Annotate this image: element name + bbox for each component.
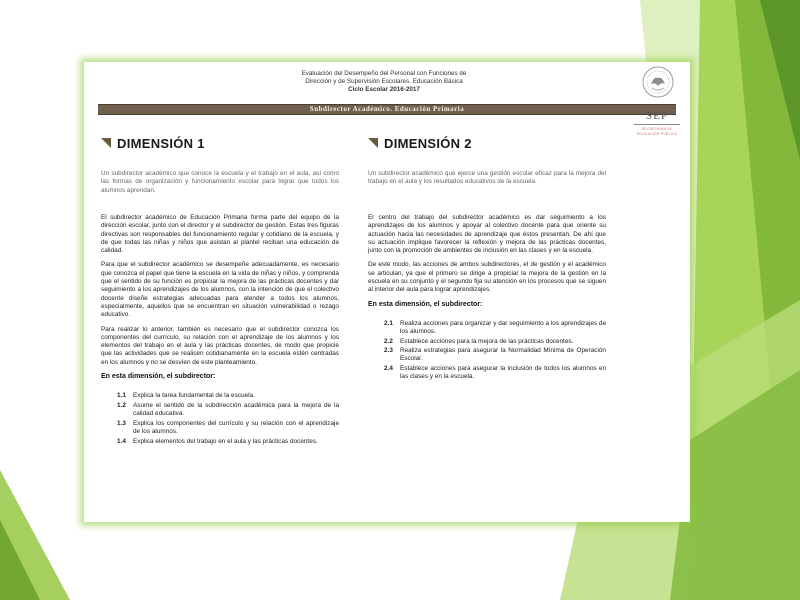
list-item bbox=[384, 347, 606, 363]
eagle-seal-icon bbox=[642, 66, 674, 98]
list-item bbox=[117, 420, 339, 436]
dimension-1-paragraph: Para realizar lo anterior, también es necesario que el subdirector conozca los componentes del currículo, su relación con el aprendizaje de los alumnos y los elementos del trabajo en el aula y las prácticas docentes, de modo que propicie que las actividades que se realicen cotidianamente en la escuela estén centradas en los alumnos y no se desvíen de este planteamiento. bbox=[101, 325, 339, 366]
list-item bbox=[384, 365, 606, 381]
corner-triangle-icon bbox=[368, 138, 378, 148]
dimension-2-heading bbox=[368, 136, 606, 152]
list-item-text: Asume el sentido de la subdirección académica para la mejora de la calidad educativa. bbox=[133, 401, 339, 417]
sep-subtitle-line-2: EDUCACIÓN PÚBLICA bbox=[636, 131, 678, 136]
list-item bbox=[117, 402, 339, 418]
list-item-text: Explica elementos del trabajo en el aula y las prácticas docentes. bbox=[133, 437, 318, 445]
dimension-1-list bbox=[117, 392, 339, 446]
corner-triangle-icon bbox=[101, 138, 111, 148]
list-item-text: Realiza estrategias para asegurar la Normalidad Mínima de Operación Escolar. bbox=[400, 347, 606, 363]
dimension-1-column bbox=[101, 136, 339, 447]
list-item-number: 1.3 bbox=[117, 419, 126, 427]
list-item-text: Realiza acciones para organizar y dar seguimiento a los aprendizajes de los alumnos. bbox=[400, 319, 606, 335]
dimension-2-paragraph: El centro del trabajo del subdirector académico es dar seguimiento a los aprendizajes de los alumnos y apoyar al colectivo docente para que oriente su actuación hacia las necesidades de aprendizaje que éstos presentan. De ahí que su actuación implique favorecer la reflexión y mejora de las prácticas docentes, junto con la promoción de ambientes de inclusión en las clases y en la escuela. bbox=[368, 214, 606, 255]
list-item-number: 1.4 bbox=[117, 437, 126, 445]
list-item-number: 2.1 bbox=[384, 319, 393, 327]
list-item-number: 2.2 bbox=[384, 337, 393, 345]
list-item-text: Explica la tarea fundamental de la escuela. bbox=[133, 392, 255, 400]
header-line-1: Evaluación del Desempeño del Personal con Funciones de bbox=[301, 70, 467, 77]
dimension-1-title: DIMENSIÓN 1 bbox=[117, 136, 205, 151]
header-line-3: Ciclo Escolar 2016-2017 bbox=[348, 86, 420, 93]
dimension-2-title: DIMENSIÓN 2 bbox=[384, 136, 472, 151]
dimension-2-intro: Un subdirector académico que ejerce una gestión escolar eficaz para la mejora del trabajo en el aula y los resultados educativos de la escuela. bbox=[368, 170, 606, 186]
document-header bbox=[234, 70, 534, 94]
list-item-number: 1.1 bbox=[117, 392, 126, 400]
list-item bbox=[117, 438, 339, 446]
logo-divider bbox=[634, 124, 680, 125]
list-item-text: Establece acciones para asegurar la inclusión de todos los alumnos en las clases y en la escuela. bbox=[400, 365, 606, 381]
list-item bbox=[384, 338, 606, 346]
dimension-1-heading bbox=[101, 136, 339, 152]
list-item-number: 2.3 bbox=[384, 347, 393, 355]
list-item-text: Explica los componentes del currículo y su relación con el aprendizaje de los alumnos. bbox=[133, 419, 339, 435]
list-item-text: Establece acciones para la mejora de las prácticas docentes. bbox=[400, 337, 574, 345]
dimension-2-lead: En esta dimensión, el subdirector: bbox=[368, 300, 483, 308]
list-item bbox=[117, 392, 339, 400]
document-page bbox=[84, 62, 690, 522]
dimension-2-column bbox=[368, 136, 606, 383]
dimension-2-paragraph: De este modo, las acciones de ambos subdirectores, el de gestión y el académico se articulan, ya que el primero se dirige a propiciar la mejora de la gestión en la escuela en su conjunto y el segundo fija su atención en los procesos que se siguen al interior del aula para lograr aprendizajes. bbox=[368, 261, 606, 294]
dimension-1-paragraph: El subdirector académico de Educación Primaria forma parte del equipo de la dirección escolar, junto con el director y el subdirector de gestión. Estas tres figuras directivas son responsables del funcionamiento regular y cotidiano de la escuela, y de que todas las niñas y niños que asistan al plantel reciban una educación de calidad. bbox=[101, 214, 339, 255]
list-item bbox=[384, 320, 606, 336]
dimension-1-intro: Un subdirector académico que conoce la escuela y el trabajo en el aula, así como las formas de organización y funcionamiento escolar para lograr que todos los alumnos aprendan. bbox=[101, 170, 339, 194]
sep-logo-text: SEP bbox=[646, 110, 668, 122]
list-item-number: 2.4 bbox=[384, 365, 393, 373]
dimension-1-lead: En esta dimensión, el subdirector: bbox=[101, 373, 216, 381]
list-item-number: 1.2 bbox=[117, 401, 126, 409]
section-band-title: Subdirector Académico. Educación Primaria bbox=[98, 104, 676, 115]
sep-subtitle-line-1: SECRETARÍA DE bbox=[641, 127, 673, 131]
dimension-1-paragraph: Para que el subdirector académico se desempeñe adecuadamente, es necesario que conozca el papel que tiene la escuela en la vida de niñas y niños, y comprenda que el sentido de su función es propiciar la mejora de las prácticas docentes y dar seguimiento a los aprendizajes de los alumnos, con la intención de que el colectivo docente diseñe estrategias adecuadas para atender a todos los alumnos, especialmente, aquellos que se encuentran en situación vulnerabilidad o rezago educativo. bbox=[101, 261, 339, 319]
sep-logo-subtitle bbox=[632, 127, 682, 136]
header-line-2: Dirección y de Supervisión Escolares. Educación Básica bbox=[305, 78, 463, 85]
dimension-2-list bbox=[384, 320, 606, 382]
